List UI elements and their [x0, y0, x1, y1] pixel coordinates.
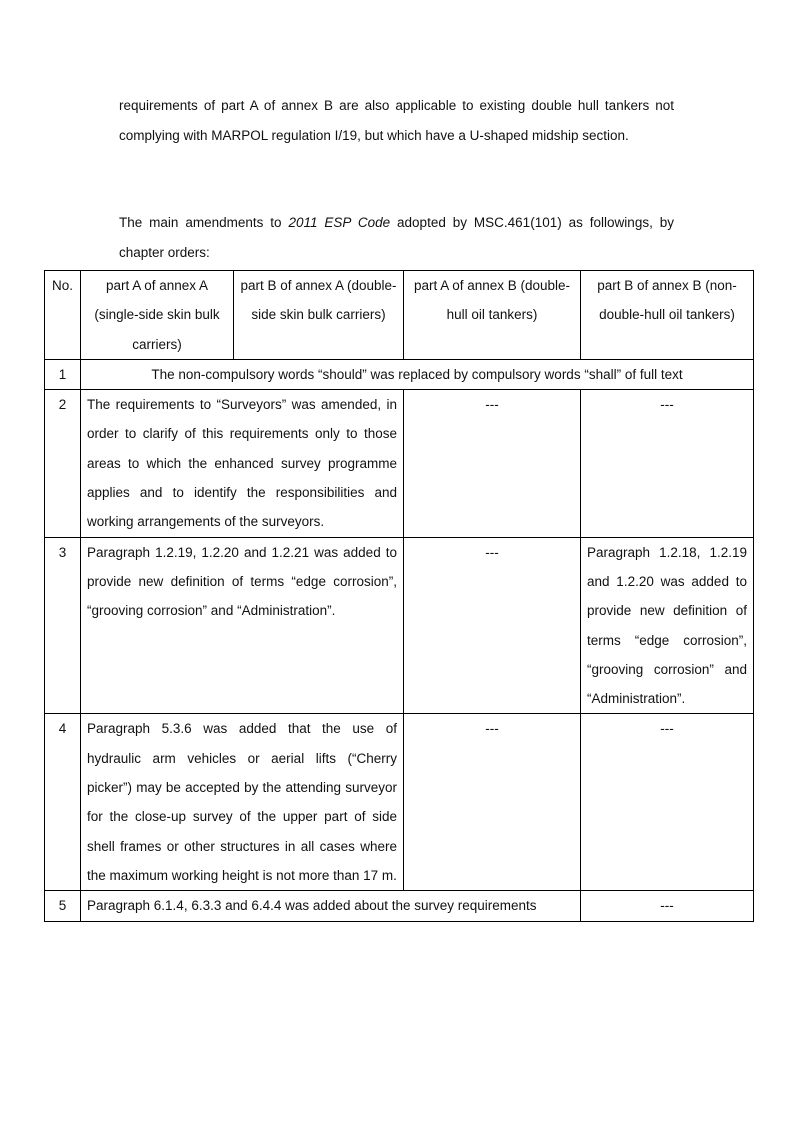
header-no: No. — [45, 271, 81, 360]
row-description: The non-compulsory words “should” was replaced by compulsory words “shall” of full text — [81, 359, 754, 389]
row-part-b-annex-b: --- — [581, 714, 754, 891]
row-number: 3 — [45, 537, 81, 714]
row-description: Paragraph 6.1.4, 6.3.3 and 6.4.4 was added about the survey requirements — [81, 891, 581, 921]
row-description: Paragraph 1.2.19, 1.2.20 and 1.2.21 was added to provide new definition of terms “edge corrosion”, “grooving corrosion” and “Administration”. — [81, 537, 404, 714]
table-row — [45, 714, 754, 891]
esp-code-title: 2011 ESP Code — [288, 215, 391, 230]
table-row — [45, 359, 754, 389]
header-part-a-annex-b: part A of annex B (double-hull oil tankers) — [404, 271, 581, 360]
table-row — [45, 390, 754, 537]
row-number: 1 — [45, 359, 81, 389]
intro-paragraph-2-start: The main amendments to — [119, 215, 289, 230]
intro-paragraph-1: requirements of part A of annex B are also applicable to existing double hull tankers not complying with MARPOL regulation I/19, but which have a U-shaped midship section. — [119, 98, 674, 143]
row-number: 5 — [45, 891, 81, 921]
row-part-b-annex-b: Paragraph 1.2.18, 1.2.19 and 1.2.20 was added to provide new definition of terms “edge corrosion”, “grooving corrosion” and “Administration”. — [581, 537, 754, 714]
row-part-b-annex-b: --- — [581, 891, 754, 921]
row-description: The requirements to “Surveyors” was amended, in order to clarify of this requirements only to those areas to which the enhanced survey programme applies and to identify the responsibilities and working arrangements of the surveyors. — [81, 390, 404, 537]
row-part-a-annex-b: --- — [404, 537, 581, 714]
amendments-table — [44, 270, 754, 922]
row-description: Paragraph 5.3.6 was added that the use of hydraulic arm vehicles or aerial lifts (“Cherry picker”) may be accepted by the attending surveyor for the close-up survey of the upper part of side shell frames or other structures in all cases where the maximum working height is not more than 17 m. — [81, 714, 404, 891]
row-part-a-annex-b: --- — [404, 390, 581, 537]
intro-paragraph-2 — [119, 208, 674, 267]
table-row — [45, 537, 754, 714]
header-part-b-annex-b: part B of annex B (non-double-hull oil tankers) — [581, 271, 754, 360]
row-number: 4 — [45, 714, 81, 891]
row-part-a-annex-b: --- — [404, 714, 581, 891]
row-part-b-annex-b: --- — [581, 390, 754, 537]
header-part-b-annex-a: part B of annex A (double-side skin bulk carriers) — [234, 271, 404, 360]
header-part-a-annex-a: part A of annex A (single-side skin bulk carriers) — [81, 271, 234, 360]
row-number: 2 — [45, 390, 81, 537]
table-row — [45, 891, 754, 921]
intro-paragraph-2-end: adopted by MSC.461(101) as followings, by chapter orders: — [119, 215, 674, 260]
table-header-row — [45, 271, 754, 360]
